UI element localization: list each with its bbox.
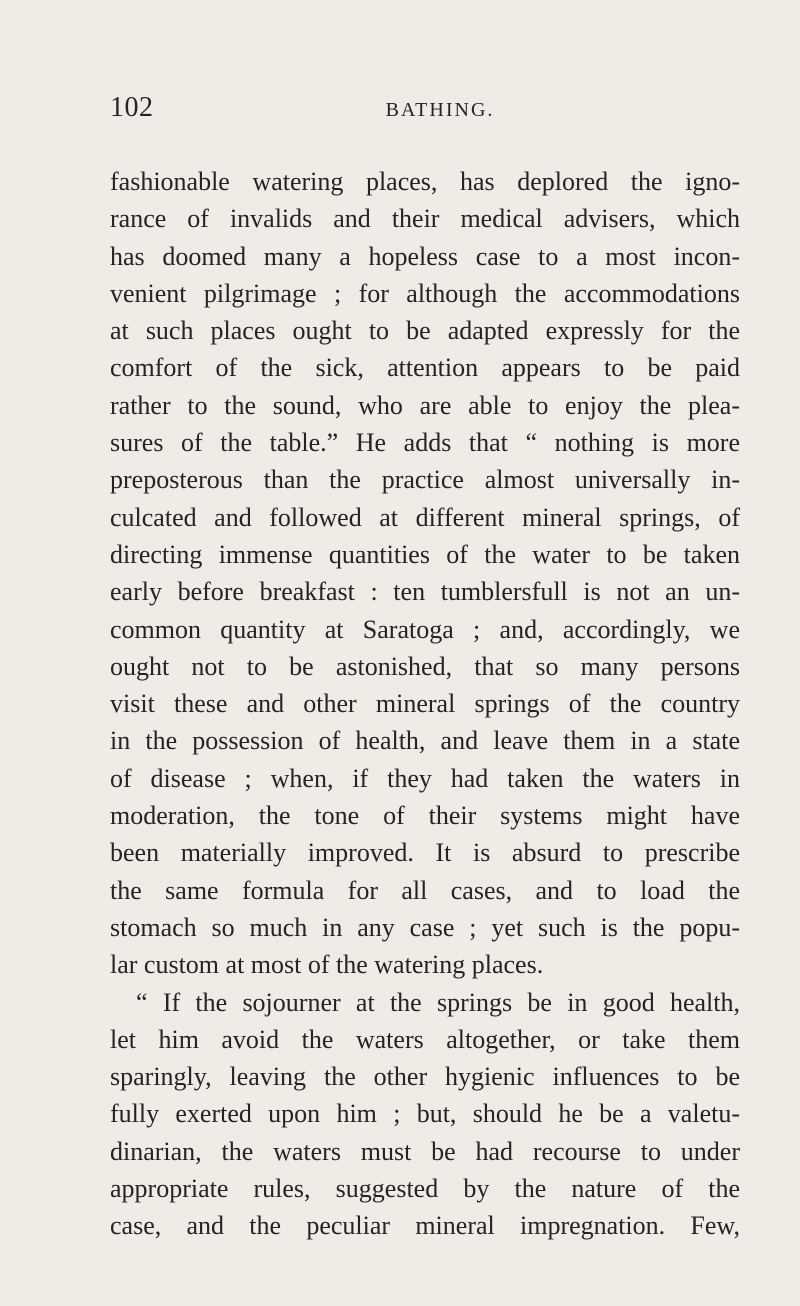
text-line: of disease ; when, if they had taken the waters in <box>110 763 740 793</box>
text-line: case, and the peculiar mineral impregnation. Few, <box>110 1211 740 1241</box>
text-line: sures of the table.” He adds that “ nothing is more <box>110 428 740 458</box>
paragraph-start-line: “ If the sojourner at the springs be in good health, <box>136 987 740 1017</box>
text-line: visit these and other mineral springs of the country <box>110 689 740 719</box>
text-line: sparingly, leaving the other hygienic influences to be <box>110 1062 740 1092</box>
text-line: ought not to be astonished, that so many persons <box>110 651 740 681</box>
text-line: in the possession of health, and leave them in a state <box>110 726 740 756</box>
text-line: has doomed many a hopeless case to a most incon- <box>110 241 740 271</box>
text-line: appropriate rules, suggested by the nature of the <box>110 1174 740 1204</box>
text-line: directing immense quantities of the water to be taken <box>110 539 740 569</box>
text-line: early before breakfast : ten tumblersfull is not an un- <box>110 577 740 607</box>
text-line: fashionable watering places, has deplored the igno- <box>110 167 740 196</box>
running-title: BATHING. <box>385 99 495 121</box>
running-head <box>110 88 740 128</box>
text-line: at such places ought to be adapted expressly for the <box>110 316 740 346</box>
text-line: moderation, the tone of their systems might have <box>110 801 740 831</box>
body-text <box>110 163 740 1245</box>
text-line: venient pilgrimage ; for although the accommodations <box>110 278 740 308</box>
text-line: rather to the sound, who are able to enjoy the plea- <box>110 390 740 420</box>
text-line: common quantity at Saratoga ; and, accordingly, we <box>110 614 740 644</box>
text-line: rance of invalids and their medical advisers, which <box>110 204 740 234</box>
text-line: the same formula for all cases, and to load the <box>110 875 740 905</box>
text-line: comfort of the sick, attention appears to be paid <box>110 353 740 383</box>
text-line: culcated and followed at different mineral springs, of <box>110 502 740 532</box>
text-line: dinarian, the waters must be had recourse to under <box>110 1136 740 1166</box>
paragraph-end-line: lar custom at most of the watering places. <box>110 950 544 980</box>
text-line: been materially improved. It is absurd to prescribe <box>110 838 740 868</box>
text-line: let him avoid the waters altogether, or take them <box>110 1024 740 1054</box>
text-line: stomach so much in any case ; yet such is the popu- <box>110 912 740 942</box>
text-line: preposterous than the practice almost universally in- <box>110 465 740 495</box>
page-number: 102 <box>110 92 154 123</box>
text-line: fully exerted upon him ; but, should he be a valetu- <box>110 1099 740 1129</box>
